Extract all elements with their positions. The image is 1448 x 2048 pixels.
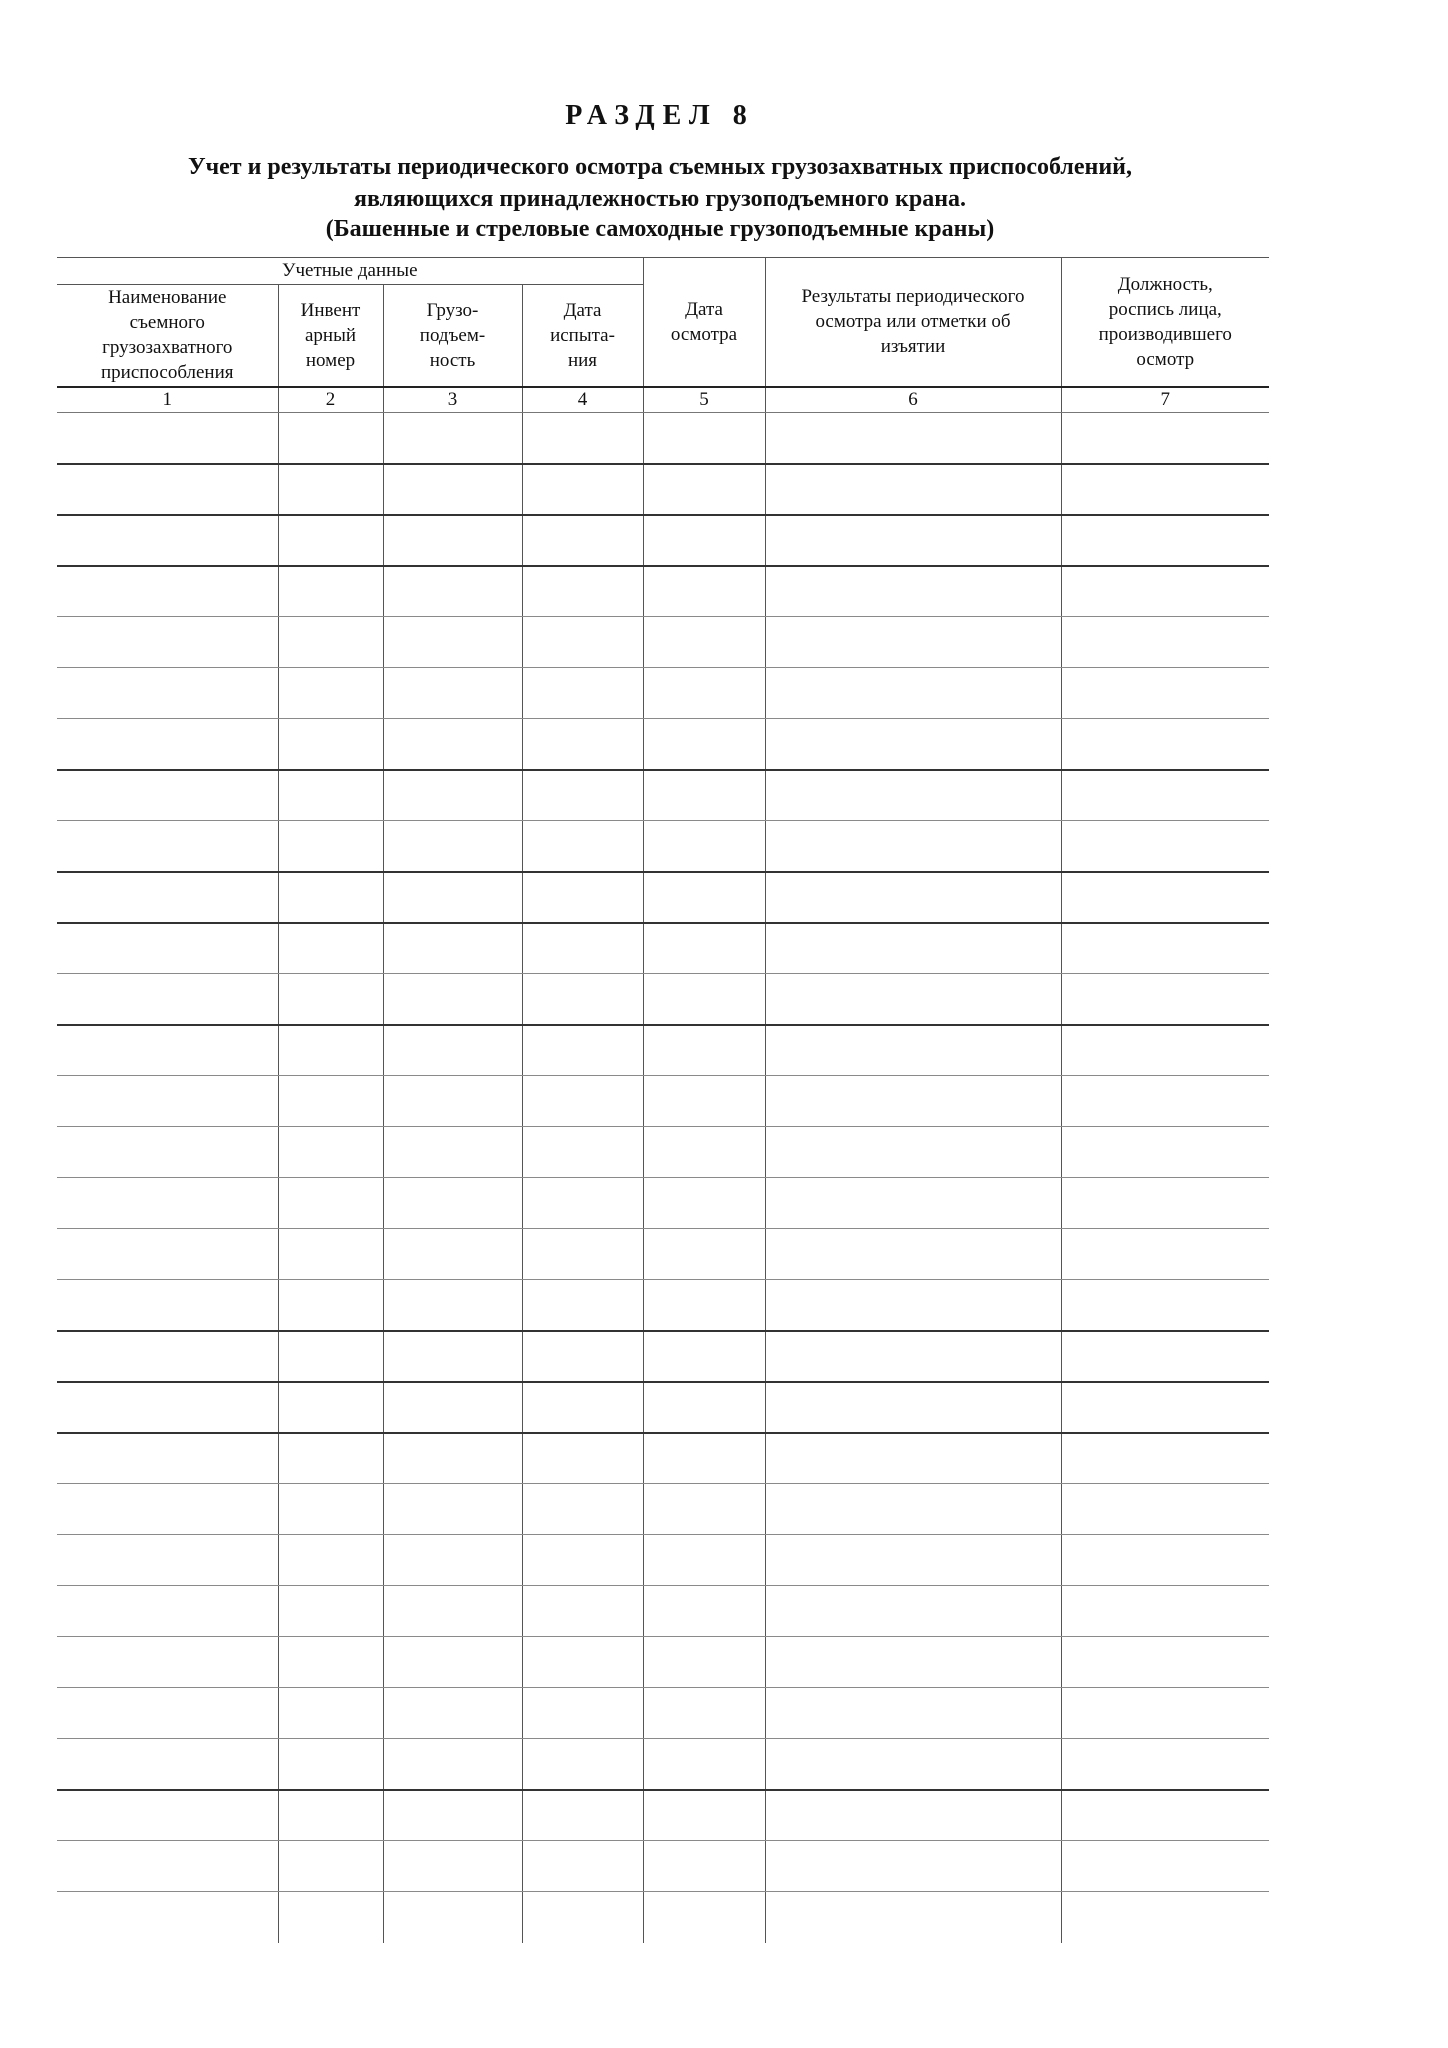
table-cell-col-3[interactable] xyxy=(383,464,522,515)
table-cell-col-7[interactable] xyxy=(1061,1637,1269,1688)
table-cell-col-6[interactable] xyxy=(765,1484,1061,1535)
table-cell-col-6[interactable] xyxy=(765,1688,1061,1739)
table-cell-col-1[interactable] xyxy=(57,1688,278,1739)
table-cell-col-5[interactable] xyxy=(643,668,765,719)
table-cell-col-4[interactable] xyxy=(522,1535,643,1586)
table-cell-col-1[interactable] xyxy=(57,770,278,821)
table-cell-col-1[interactable] xyxy=(57,974,278,1025)
table-cell-col-1[interactable] xyxy=(57,464,278,515)
table-cell-col-4[interactable] xyxy=(522,1127,643,1178)
table-cell-col-7[interactable] xyxy=(1061,1076,1269,1127)
table-cell-col-2[interactable] xyxy=(278,923,383,974)
table-cell-col-3[interactable] xyxy=(383,872,522,923)
table-cell-col-5[interactable] xyxy=(643,1229,765,1280)
table-row xyxy=(57,821,1269,872)
table-cell-col-3[interactable] xyxy=(383,719,522,770)
table-cell-col-5[interactable] xyxy=(643,1076,765,1127)
table-cell-col-2[interactable] xyxy=(278,872,383,923)
table-cell-col-7[interactable] xyxy=(1061,1790,1269,1841)
table-cell-col-2[interactable] xyxy=(278,1433,383,1484)
table-cell-col-3[interactable] xyxy=(383,1280,522,1331)
table-cell-col-2[interactable] xyxy=(278,1331,383,1382)
table-cell-col-2[interactable] xyxy=(278,974,383,1025)
table-cell-col-6[interactable] xyxy=(765,566,1061,617)
table-cell-col-5[interactable] xyxy=(643,1892,765,1943)
table-cell-col-4[interactable] xyxy=(522,413,643,464)
table-cell-col-6[interactable] xyxy=(765,1025,1061,1076)
table-cell-col-5[interactable] xyxy=(643,413,765,464)
table-cell-col-5[interactable] xyxy=(643,821,765,872)
column-header-6-text: Результаты периодического осмотра или отметки об изъятии xyxy=(801,286,1025,358)
table-cell-col-6[interactable] xyxy=(765,1637,1061,1688)
column-number-5: 5 xyxy=(643,387,765,413)
table-cell-col-7[interactable] xyxy=(1061,1535,1269,1586)
table-cell-col-6[interactable] xyxy=(765,719,1061,770)
table-cell-col-3[interactable] xyxy=(383,1892,522,1943)
table-row xyxy=(57,1739,1269,1790)
table-cell-col-7[interactable] xyxy=(1061,719,1269,770)
column-header-7-text: Должность, роспись лица, производившего осмотр xyxy=(1098,273,1232,370)
table-cell-col-1[interactable] xyxy=(57,923,278,974)
table-cell-col-7[interactable] xyxy=(1061,1178,1269,1229)
table-row xyxy=(57,617,1269,668)
table-cell-col-1[interactable] xyxy=(57,1484,278,1535)
table-cell-col-3[interactable] xyxy=(383,515,522,566)
table-cell-col-5[interactable] xyxy=(643,1790,765,1841)
table-cell-col-3[interactable] xyxy=(383,1688,522,1739)
table-cell-col-3[interactable] xyxy=(383,668,522,719)
table-cell-col-6[interactable] xyxy=(765,1076,1061,1127)
column-number-6: 6 xyxy=(765,387,1061,413)
table-cell-col-7[interactable] xyxy=(1061,1433,1269,1484)
table-cell-col-3[interactable] xyxy=(383,1535,522,1586)
table-cell-col-1[interactable] xyxy=(57,821,278,872)
table-cell-col-7[interactable] xyxy=(1061,1688,1269,1739)
table-cell-col-5[interactable] xyxy=(643,464,765,515)
table-cell-col-1[interactable] xyxy=(57,719,278,770)
table-cell-col-6[interactable] xyxy=(765,974,1061,1025)
table-cell-col-4[interactable] xyxy=(522,1739,643,1790)
table-cell-col-5[interactable] xyxy=(643,923,765,974)
table-cell-col-5[interactable] xyxy=(643,974,765,1025)
table-cell-col-5[interactable] xyxy=(643,770,765,821)
table-cell-col-5[interactable] xyxy=(643,1433,765,1484)
table-cell-col-6[interactable] xyxy=(765,1535,1061,1586)
table-cell-col-6[interactable] xyxy=(765,770,1061,821)
table-cell-col-1[interactable] xyxy=(57,1331,278,1382)
table-cell-col-2[interactable] xyxy=(278,1535,383,1586)
table-cell-col-6[interactable] xyxy=(765,1892,1061,1943)
table-row xyxy=(57,1586,1269,1637)
section-title: РАЗДЕЛ 8 xyxy=(565,100,755,131)
table-cell-col-6[interactable] xyxy=(765,464,1061,515)
table-cell-col-4[interactable] xyxy=(522,1586,643,1637)
table-cell-col-5[interactable] xyxy=(643,1280,765,1331)
table-cell-col-7[interactable] xyxy=(1061,413,1269,464)
table-row xyxy=(57,1331,1269,1382)
table-cell-col-5[interactable] xyxy=(643,1382,765,1433)
table-row xyxy=(57,1127,1269,1178)
table-cell-col-2[interactable] xyxy=(278,668,383,719)
group-header-accounting-data: Учетные данные xyxy=(57,258,643,285)
table-cell-col-6[interactable] xyxy=(765,872,1061,923)
table-row xyxy=(57,1892,1269,1943)
table-cell-col-7[interactable] xyxy=(1061,515,1269,566)
table-cell-col-3[interactable] xyxy=(383,617,522,668)
table-cell-col-4[interactable] xyxy=(522,617,643,668)
table-cell-col-1[interactable] xyxy=(57,1433,278,1484)
table-row xyxy=(57,1076,1269,1127)
table-cell-col-6[interactable] xyxy=(765,1586,1061,1637)
table-cell-col-7[interactable] xyxy=(1061,617,1269,668)
table-cell-col-4[interactable] xyxy=(522,1382,643,1433)
table-cell-col-6[interactable] xyxy=(765,1178,1061,1229)
table-cell-col-7[interactable] xyxy=(1061,566,1269,617)
column-number-row xyxy=(57,387,1269,413)
table-row xyxy=(57,1688,1269,1739)
table-cell-col-1[interactable] xyxy=(57,1739,278,1790)
table-cell-col-6[interactable] xyxy=(765,1229,1061,1280)
table-cell-col-4[interactable] xyxy=(522,1637,643,1688)
table-cell-col-7[interactable] xyxy=(1061,974,1269,1025)
table-cell-col-1[interactable] xyxy=(57,1586,278,1637)
table-cell-col-7[interactable] xyxy=(1061,1739,1269,1790)
table-cell-col-4[interactable] xyxy=(522,1688,643,1739)
subtitle-line-2: являющихся принадлежностью грузоподъемного крана. xyxy=(353,186,967,212)
table-cell-col-3[interactable] xyxy=(383,566,522,617)
table-cell-col-6[interactable] xyxy=(765,923,1061,974)
table-cell-col-6[interactable] xyxy=(765,1433,1061,1484)
table-row xyxy=(57,1382,1269,1433)
table-cell-col-1[interactable] xyxy=(57,1025,278,1076)
table-cell-col-2[interactable] xyxy=(278,1382,383,1433)
table-cell-col-1[interactable] xyxy=(57,1841,278,1892)
table-cell-col-6[interactable] xyxy=(765,617,1061,668)
table-cell-col-2[interactable] xyxy=(278,413,383,464)
table-cell-col-4[interactable] xyxy=(522,1229,643,1280)
table-cell-col-1[interactable] xyxy=(57,1127,278,1178)
column-number-4: 4 xyxy=(522,387,643,413)
column-header-2: Инвент арный номер xyxy=(278,285,383,387)
table-cell-col-7[interactable] xyxy=(1061,1127,1269,1178)
table-cell-col-1[interactable] xyxy=(57,617,278,668)
table-row xyxy=(57,1025,1269,1076)
table-cell-col-4[interactable] xyxy=(522,464,643,515)
table-cell-col-7[interactable] xyxy=(1061,1484,1269,1535)
table-cell-col-7[interactable] xyxy=(1061,821,1269,872)
table-cell-col-1[interactable] xyxy=(57,1178,278,1229)
table-cell-col-7[interactable] xyxy=(1061,872,1269,923)
table-row xyxy=(57,974,1269,1025)
table-cell-col-1[interactable] xyxy=(57,566,278,617)
table-cell-col-4[interactable] xyxy=(522,566,643,617)
table-row xyxy=(57,1178,1269,1229)
table-cell-col-3[interactable] xyxy=(383,770,522,821)
table-cell-col-6[interactable] xyxy=(765,668,1061,719)
table-cell-col-2[interactable] xyxy=(278,719,383,770)
table-cell-col-5[interactable] xyxy=(643,1127,765,1178)
table-cell-col-6[interactable] xyxy=(765,1790,1061,1841)
table-cell-col-5[interactable] xyxy=(643,566,765,617)
table-cell-col-6[interactable] xyxy=(765,821,1061,872)
column-header-6 xyxy=(765,258,1061,387)
table-row xyxy=(57,1637,1269,1688)
table-cell-col-4[interactable] xyxy=(522,1433,643,1484)
table-cell-col-2[interactable] xyxy=(278,1280,383,1331)
table-cell-col-1[interactable] xyxy=(57,872,278,923)
table-cell-col-7[interactable] xyxy=(1061,1025,1269,1076)
table-cell-col-3[interactable] xyxy=(383,1331,522,1382)
table-cell-col-5[interactable] xyxy=(643,515,765,566)
table-cell-col-2[interactable] xyxy=(278,515,383,566)
table-cell-col-3[interactable] xyxy=(383,1841,522,1892)
table-cell-col-7[interactable] xyxy=(1061,1229,1269,1280)
table-cell-col-4[interactable] xyxy=(522,668,643,719)
table-cell-col-1[interactable] xyxy=(57,1076,278,1127)
table-cell-col-4[interactable] xyxy=(522,1280,643,1331)
table-cell-col-4[interactable] xyxy=(522,1892,643,1943)
column-number-3: 3 xyxy=(383,387,522,413)
column-header-3: Грузо- подъем- ность xyxy=(383,285,522,387)
table-cell-col-4[interactable] xyxy=(522,923,643,974)
table-cell-col-3[interactable] xyxy=(383,1178,522,1229)
table-cell-col-4[interactable] xyxy=(522,770,643,821)
table-cell-col-7[interactable] xyxy=(1061,1280,1269,1331)
table-row xyxy=(57,464,1269,515)
table-cell-col-2[interactable] xyxy=(278,566,383,617)
table-cell-col-4[interactable] xyxy=(522,719,643,770)
table-cell-col-2[interactable] xyxy=(278,1586,383,1637)
table-cell-col-4[interactable] xyxy=(522,872,643,923)
table-cell-col-5[interactable] xyxy=(643,1586,765,1637)
table-cell-col-1[interactable] xyxy=(57,1280,278,1331)
table-cell-col-2[interactable] xyxy=(278,1076,383,1127)
table-cell-col-5[interactable] xyxy=(643,1331,765,1382)
subtitle-line-1: Учет и результаты периодического осмотра съемных грузозахватных приспособлений, xyxy=(188,154,1132,180)
table-cell-col-7[interactable] xyxy=(1061,464,1269,515)
table-cell-col-6[interactable] xyxy=(765,1382,1061,1433)
table-cell-col-4[interactable] xyxy=(522,1331,643,1382)
table-cell-col-5[interactable] xyxy=(643,872,765,923)
table-cell-col-2[interactable] xyxy=(278,617,383,668)
table-row xyxy=(57,413,1269,464)
table-cell-col-7[interactable] xyxy=(1061,770,1269,821)
table-cell-col-7[interactable] xyxy=(1061,1841,1269,1892)
table-cell-col-6[interactable] xyxy=(765,1739,1061,1790)
table-row xyxy=(57,515,1269,566)
column-number-7: 7 xyxy=(1061,387,1269,413)
table-cell-col-7[interactable] xyxy=(1061,1892,1269,1943)
table-row xyxy=(57,1841,1269,1892)
table-cell-col-5[interactable] xyxy=(643,1535,765,1586)
table-cell-col-4[interactable] xyxy=(522,1790,643,1841)
table-cell-col-3[interactable] xyxy=(383,1229,522,1280)
table-cell-col-5[interactable] xyxy=(643,1637,765,1688)
table-row xyxy=(57,1535,1269,1586)
column-header-5 xyxy=(643,258,765,387)
table-cell-col-6[interactable] xyxy=(765,1841,1061,1892)
table-cell-col-3[interactable] xyxy=(383,1484,522,1535)
table-cell-col-3[interactable] xyxy=(383,413,522,464)
table-cell-col-4[interactable] xyxy=(522,515,643,566)
table-row xyxy=(57,668,1269,719)
column-number-2: 2 xyxy=(278,387,383,413)
table-cell-col-2[interactable] xyxy=(278,464,383,515)
table-cell-col-5[interactable] xyxy=(643,1688,765,1739)
table-cell-col-2[interactable] xyxy=(278,1127,383,1178)
table-cell-col-3[interactable] xyxy=(383,1637,522,1688)
table-cell-col-2[interactable] xyxy=(278,1637,383,1688)
table-cell-col-2[interactable] xyxy=(278,1892,383,1943)
table-cell-col-6[interactable] xyxy=(765,1331,1061,1382)
table-row xyxy=(57,1280,1269,1331)
table-cell-col-2[interactable] xyxy=(278,1790,383,1841)
table-cell-col-1[interactable] xyxy=(57,1229,278,1280)
table-cell-col-1[interactable] xyxy=(57,413,278,464)
table-cell-col-4[interactable] xyxy=(522,1841,643,1892)
table-cell-col-7[interactable] xyxy=(1061,1331,1269,1382)
table-cell-col-2[interactable] xyxy=(278,821,383,872)
table-cell-col-3[interactable] xyxy=(383,1433,522,1484)
table-cell-col-6[interactable] xyxy=(765,515,1061,566)
subtitle-line-3: (Башенные и стреловые самоходные грузоподъемные краны) xyxy=(325,216,995,242)
table-cell-col-7[interactable] xyxy=(1061,1586,1269,1637)
table-cell-col-3[interactable] xyxy=(383,1586,522,1637)
table-cell-col-1[interactable] xyxy=(57,515,278,566)
table-cell-col-4[interactable] xyxy=(522,974,643,1025)
table-cell-col-1[interactable] xyxy=(57,1637,278,1688)
table-cell-col-1[interactable] xyxy=(57,1382,278,1433)
column-number-1: 1 xyxy=(57,387,278,413)
table-cell-col-5[interactable] xyxy=(643,1178,765,1229)
table-cell-col-3[interactable] xyxy=(383,974,522,1025)
table-cell-col-7[interactable] xyxy=(1061,923,1269,974)
table-row xyxy=(57,923,1269,974)
inspection-log-table xyxy=(57,257,1269,1943)
column-header-7 xyxy=(1061,258,1269,387)
column-header-1: Наименование съемного грузозахватного приспособления xyxy=(57,285,278,387)
table-row xyxy=(57,1790,1269,1841)
table-cell-col-5[interactable] xyxy=(643,617,765,668)
table-cell-col-1[interactable] xyxy=(57,1790,278,1841)
table-cell-col-5[interactable] xyxy=(643,1739,765,1790)
table-cell-col-1[interactable] xyxy=(57,1892,278,1943)
table-cell-col-2[interactable] xyxy=(278,1739,383,1790)
table-cell-col-4[interactable] xyxy=(522,1484,643,1535)
table-cell-col-7[interactable] xyxy=(1061,1382,1269,1433)
table-cell-col-3[interactable] xyxy=(383,1127,522,1178)
table-row xyxy=(57,1229,1269,1280)
table-cell-col-2[interactable] xyxy=(278,1484,383,1535)
table-cell-col-4[interactable] xyxy=(522,1025,643,1076)
table-cell-col-1[interactable] xyxy=(57,668,278,719)
table-cell-col-2[interactable] xyxy=(278,770,383,821)
table-cell-col-6[interactable] xyxy=(765,1127,1061,1178)
table-cell-col-3[interactable] xyxy=(383,1790,522,1841)
table-cell-col-1[interactable] xyxy=(57,1535,278,1586)
column-header-4: Дата испыта- ния xyxy=(522,285,643,387)
table-row xyxy=(57,719,1269,770)
table-cell-col-3[interactable] xyxy=(383,1025,522,1076)
table-cell-col-3[interactable] xyxy=(383,821,522,872)
table-cell-col-3[interactable] xyxy=(383,1382,522,1433)
table-cell-col-3[interactable] xyxy=(383,1739,522,1790)
table-cell-col-4[interactable] xyxy=(522,1178,643,1229)
table-cell-col-5[interactable] xyxy=(643,1484,765,1535)
table-cell-col-5[interactable] xyxy=(643,1025,765,1076)
table-cell-col-6[interactable] xyxy=(765,1280,1061,1331)
table-cell-col-6[interactable] xyxy=(765,413,1061,464)
table-cell-col-2[interactable] xyxy=(278,1178,383,1229)
table-row xyxy=(57,1433,1269,1484)
table-cell-col-2[interactable] xyxy=(278,1688,383,1739)
table-row xyxy=(57,566,1269,617)
table-cell-col-7[interactable] xyxy=(1061,668,1269,719)
table-cell-col-4[interactable] xyxy=(522,821,643,872)
table-cell-col-2[interactable] xyxy=(278,1229,383,1280)
table-cell-col-5[interactable] xyxy=(643,1841,765,1892)
table-row xyxy=(57,1484,1269,1535)
table-cell-col-2[interactable] xyxy=(278,1025,383,1076)
table-cell-col-3[interactable] xyxy=(383,923,522,974)
table-cell-col-5[interactable] xyxy=(643,719,765,770)
column-header-5-text: Дата осмотра xyxy=(670,298,738,345)
table-cell-col-2[interactable] xyxy=(278,1841,383,1892)
table-cell-col-4[interactable] xyxy=(522,1076,643,1127)
table-row xyxy=(57,770,1269,821)
table-row xyxy=(57,872,1269,923)
table-cell-col-3[interactable] xyxy=(383,1076,522,1127)
